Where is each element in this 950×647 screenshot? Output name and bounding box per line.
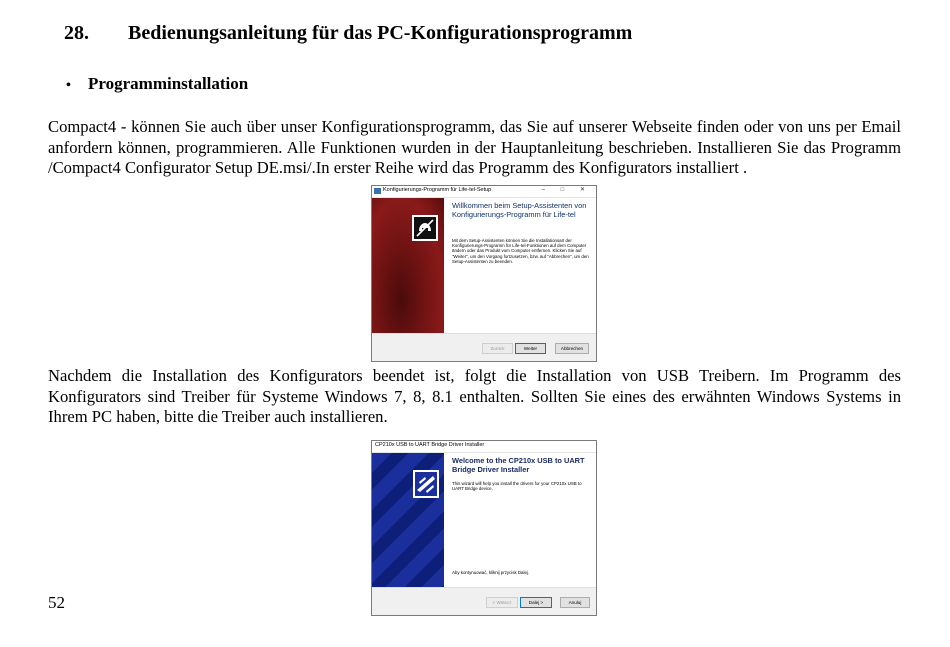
setup-sidebar-banner <box>372 198 444 333</box>
setup-wizard-screenshot <box>371 185 597 362</box>
driver-paragraph: Nachdem die Installation des Konfigurators beendet ist, folgt die Installation von USB Treibern. Im Programm des Konfigurators sind Treiber für Systeme Windows 7, 8, 8.1 enthalten. Sollten Sie eines des erwähnten Windows Systems in Ihrem PC haben, bitte die Treiber auch installieren. <box>48 366 901 426</box>
silabs-logo-icon <box>413 470 439 498</box>
setup-window-title: Konfigurierungs-Programm für Life-tel-Setup <box>383 187 492 193</box>
driver-next-button[interactable]: Dalej > <box>520 597 552 608</box>
setup-titlebar <box>372 186 596 198</box>
bullet-icon: • <box>66 78 71 93</box>
installer-app-icon <box>374 188 381 194</box>
driver-welcome-title: Welcome to the CP210x USB to UART Bridge Driver Installer <box>452 456 585 474</box>
driver-welcome-body: This wizard will help you install the drivers for your CP210x USB to UART Bridge device. <box>452 480 582 491</box>
setup-content <box>452 202 590 265</box>
page-number: 52 <box>48 593 65 612</box>
cancel-button[interactable]: Abbrechen <box>555 343 589 354</box>
back-button[interactable]: Zurück <box>482 343 513 354</box>
driver-button-bar <box>372 587 596 615</box>
driver-installer-screenshot <box>371 440 597 616</box>
next-button[interactable]: Weiter <box>515 343 546 354</box>
driver-sidebar-banner <box>372 453 444 589</box>
driver-window-title: CP210x USB to UART Bridge Driver Installer <box>375 442 485 448</box>
bullet-text: Programminstallation <box>88 74 249 93</box>
intro-paragraph: Compact4 - können Sie auch über unser Konfigurationsprogramm, das Sie auf unserer Webseite finden oder von uns per Email anfordern können, programmieren. Alle Funktionen wurden in der Hauptanleitung beschrieben. Installieren Sie das Programm /Compact4 Configurator Setup DE.msi/.In erster Reihe wird das Programm des Konfigurators installiert . <box>48 117 901 177</box>
section-number: 28. <box>64 22 89 44</box>
setup-welcome-body: Mit dem Setup-Assistenten können Sie die Installationsart der Konfigurierungs-Programm für Life-tel-Funktionen auf dem Computer ändern oder das Produkt vom Computer entfernen. Klicken Sie auf "Weiter", um den Vorgang fortzusetzen, bzw. auf "Abbrechen", um den Setup-Assistenten zu beenden. <box>452 237 589 265</box>
window-controls: – □ ✕ <box>541 187 592 193</box>
phone-logo-icon <box>412 215 438 241</box>
section-heading <box>64 22 632 45</box>
driver-continue-hint: Aby kontynuować, kliknij przycisk Dalej. <box>452 570 530 575</box>
driver-back-button[interactable]: < Wstecz <box>486 597 518 608</box>
section-title: Bedienungsanleitung für das PC-Konfigurationsprogramm <box>128 22 633 44</box>
driver-content <box>452 457 590 491</box>
setup-welcome-title: Willkommen beim Setup-Assistenten von Konfigurierungs-Programm für Life-tel <box>452 201 587 219</box>
setup-button-bar <box>372 333 596 361</box>
driver-titlebar <box>372 441 596 453</box>
driver-cancel-button[interactable]: Anuluj <box>560 597 590 608</box>
bullet-heading <box>66 74 248 94</box>
